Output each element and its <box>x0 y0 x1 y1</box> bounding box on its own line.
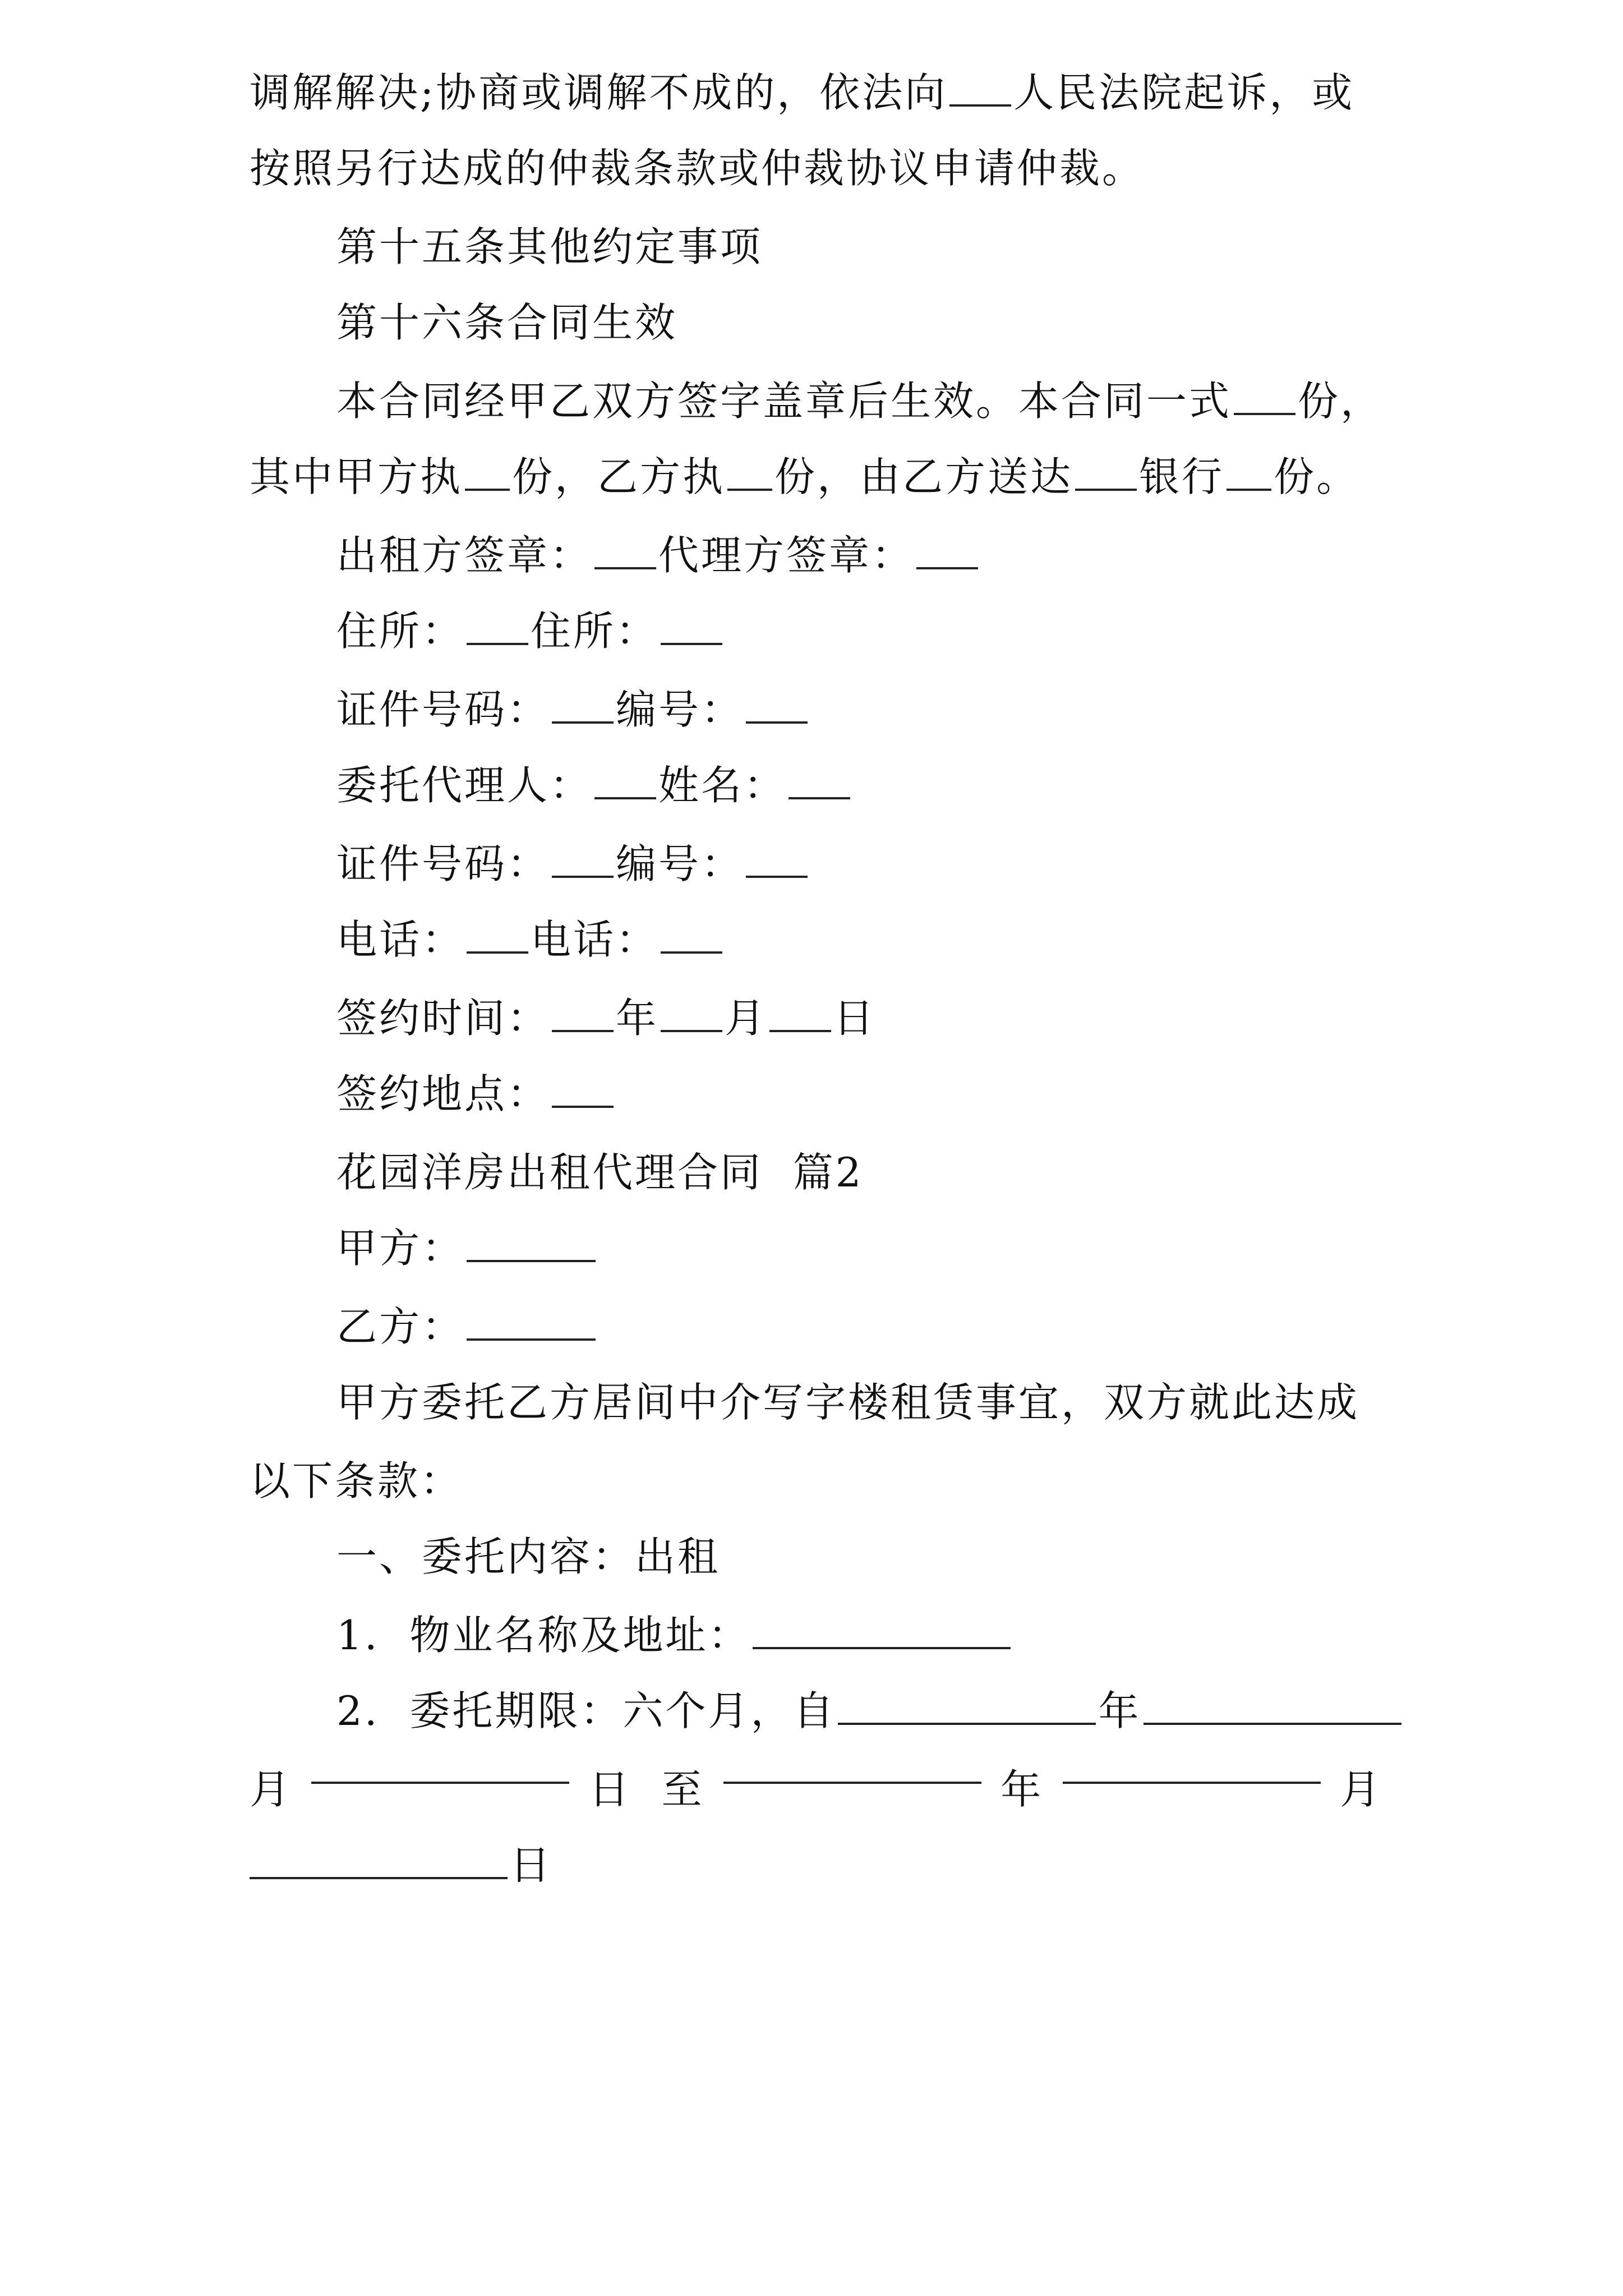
text: 其中甲方执 <box>250 453 463 500</box>
intro-line-2 <box>250 1442 1382 1520</box>
item-2-term-line-2 <box>250 1750 1382 1829</box>
blank-line <box>753 1616 1011 1649</box>
text: 份，由乙方送达 <box>774 453 1073 500</box>
article-15-heading <box>336 208 1382 286</box>
blank-line <box>250 1846 508 1879</box>
effective-clause-line-2 <box>250 438 1382 516</box>
blank-line <box>552 999 614 1032</box>
text: 月 <box>1339 1766 1382 1813</box>
blank-line <box>769 999 831 1032</box>
text: 编号： <box>616 840 744 887</box>
intro-line-1 <box>336 1363 1382 1442</box>
blank-line <box>838 1691 1096 1725</box>
phone-line <box>336 900 1382 979</box>
text: 日 <box>510 1842 553 1889</box>
text: 电话： <box>531 916 659 963</box>
blank-line <box>746 844 808 878</box>
blank-line <box>467 1228 596 1262</box>
blank-line <box>1075 457 1137 491</box>
text: 乙方： <box>336 1303 465 1350</box>
id-number-line-2 <box>336 825 1382 903</box>
paragraph-dispute-line-1 <box>250 53 1382 132</box>
text: 份，乙方执 <box>512 453 726 500</box>
blank-line <box>467 611 528 645</box>
text: 委托代理人： <box>336 762 593 809</box>
blank-line <box>661 999 722 1032</box>
text: 份， <box>1298 378 1384 425</box>
signing-time-line <box>336 979 1382 1057</box>
text: 月 <box>250 1766 293 1813</box>
paragraph-dispute-line-2 <box>250 129 1382 208</box>
blank-line <box>552 690 614 724</box>
signature-line <box>336 516 1382 595</box>
text: 2. 委托期限：六个月，自 <box>336 1687 836 1734</box>
text: 第十六条合同生效 <box>336 299 678 346</box>
blank-line <box>661 611 722 645</box>
party-a-line <box>336 1209 1382 1287</box>
text: 年 <box>1098 1687 1141 1734</box>
proxy-line <box>336 746 1382 825</box>
text: 以下条款： <box>250 1457 463 1504</box>
item-one <box>336 1517 1382 1596</box>
text: 年 <box>1000 1766 1044 1813</box>
text: 花园洋房出租代理合同 篇2 <box>336 1149 864 1196</box>
text: 住所： <box>336 608 465 655</box>
id-number-line-1 <box>336 670 1382 749</box>
text: 编号： <box>616 686 744 733</box>
signing-place-line <box>336 1055 1382 1133</box>
text: 电话： <box>336 916 465 963</box>
text: 甲方： <box>336 1225 465 1272</box>
blank-line <box>727 457 772 491</box>
article-16-heading <box>336 283 1382 362</box>
blank-line <box>949 73 1011 107</box>
text: 一、委托内容：出租 <box>336 1533 721 1580</box>
text: 份。 <box>1274 453 1359 500</box>
text: 出租方签章： <box>336 532 593 579</box>
text: 姓名： <box>658 762 787 809</box>
blank-line <box>746 690 808 724</box>
blank-line <box>311 1750 569 1784</box>
text: 人民法院起诉，或 <box>1013 69 1355 116</box>
effective-clause-line-1 <box>336 362 1382 440</box>
blank-line <box>467 920 528 954</box>
blank-line <box>1063 1750 1321 1784</box>
blank-line <box>594 766 656 799</box>
blank-line <box>552 1074 614 1108</box>
section-title <box>336 1133 1382 1212</box>
text: 本合同经甲乙双方签字盖章后生效。本合同一式 <box>336 378 1232 425</box>
blank-line <box>467 1307 596 1341</box>
text: 年 <box>616 995 659 1042</box>
blank-line <box>789 766 850 799</box>
text: 日 至 <box>588 1766 704 1813</box>
party-b-line <box>336 1287 1382 1366</box>
blank-line <box>1227 457 1271 491</box>
blank-line <box>594 536 656 569</box>
address-line <box>336 592 1382 670</box>
text: 银行 <box>1139 453 1225 500</box>
blank-line <box>661 920 722 954</box>
blank-line <box>1234 381 1295 415</box>
item-2-term-line-1 <box>336 1672 1382 1750</box>
text: 证件号码： <box>336 686 550 733</box>
blank-line <box>1144 1691 1401 1725</box>
text: 代理方签章： <box>658 532 915 579</box>
text: 签约时间： <box>336 995 550 1042</box>
text: 签约地点： <box>336 1070 550 1117</box>
text: 按照另行达成的仲裁条款或仲裁协议申请仲裁。 <box>250 145 1145 192</box>
item-1-property <box>336 1596 1382 1674</box>
text: 调解解决;协商或调解不成的，依法向 <box>250 69 948 116</box>
text: 月 <box>725 995 768 1042</box>
text: 甲方委托乙方居间中介写字楼租赁事宜，双方就此达成 <box>336 1379 1360 1426</box>
blank-line <box>552 844 614 878</box>
blank-line <box>465 457 510 491</box>
text: 住所： <box>531 608 659 655</box>
blank-line <box>916 536 978 569</box>
text: 证件号码： <box>336 840 550 887</box>
blank-line <box>723 1750 981 1784</box>
item-2-term-line-3 <box>250 1826 1382 1904</box>
text: 第十五条其他约定事项 <box>336 223 763 270</box>
text: 1. 物业名称及地址： <box>336 1612 751 1659</box>
text: 日 <box>833 995 877 1042</box>
